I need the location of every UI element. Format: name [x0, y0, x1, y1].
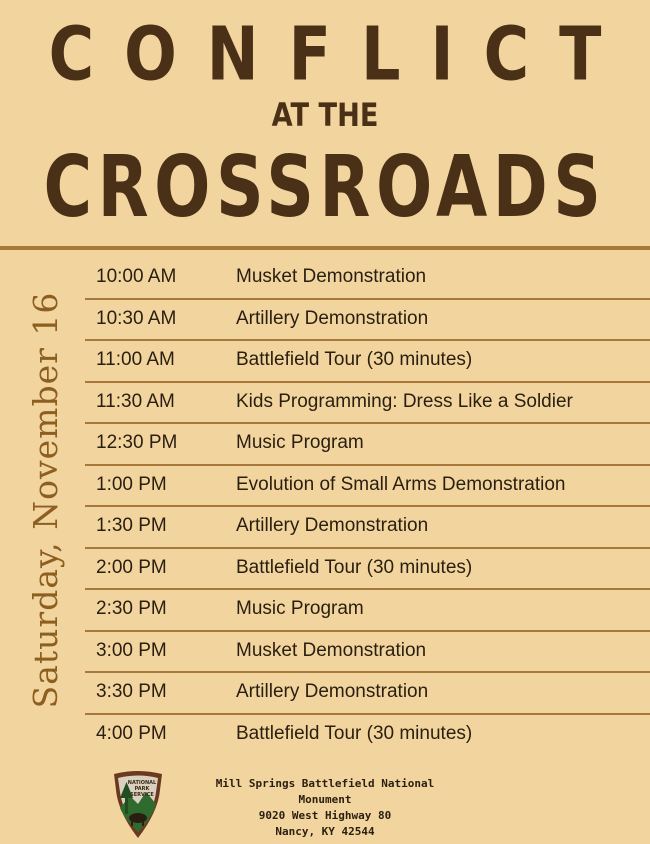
- schedule-time: 1:30 PM: [96, 515, 167, 536]
- title-divider: [0, 246, 650, 250]
- svg-text:SERVICE: SERVICE: [130, 792, 154, 798]
- schedule-time: 2:30 PM: [96, 598, 167, 619]
- schedule-time: 12:30 PM: [96, 432, 178, 453]
- schedule-row: [85, 383, 650, 425]
- schedule-time: 2:00 PM: [96, 556, 167, 578]
- schedule-row: [85, 507, 650, 549]
- schedule-event: Musket Demonstration: [236, 266, 427, 287]
- svg-text:PARK: PARK: [134, 786, 150, 792]
- schedule-event: Kids Programming: Dress Like a Soldier: [236, 390, 573, 412]
- schedule-row: [85, 341, 650, 383]
- schedule-event: Artillery Demonstration: [236, 515, 429, 536]
- schedule-row: [85, 673, 650, 715]
- schedule-event: Artillery Demonstration: [236, 681, 429, 702]
- poster-title: [0, 0, 650, 250]
- schedule-event: Battlefield Tour (30 minutes): [236, 556, 473, 578]
- schedule-row: [85, 632, 650, 674]
- schedule-row: [85, 715, 650, 757]
- nps-arrowhead-icon: [108, 768, 168, 840]
- schedule-event: Music Program: [236, 432, 364, 453]
- schedule-event: Music Program: [236, 598, 364, 619]
- schedule-event: Musket Demonstration: [236, 639, 427, 661]
- title-line-conflict: CONFLICT: [48, 10, 632, 98]
- schedule-time: 4:00 PM: [96, 722, 167, 744]
- schedule-time: 3:00 PM: [96, 639, 167, 661]
- event-date: Saturday, November 16: [26, 291, 65, 709]
- schedule-event: Battlefield Tour (30 minutes): [236, 349, 473, 370]
- schedule-time: 11:30 AM: [96, 390, 175, 412]
- schedule-event: Battlefield Tour (30 minutes): [236, 722, 473, 744]
- schedule-time: 3:30 PM: [96, 681, 167, 702]
- schedule-event: Evolution of Small Arms Demonstration: [236, 473, 566, 495]
- schedule-time: 10:30 AM: [96, 307, 177, 329]
- schedule-time: 1:00 PM: [96, 473, 167, 495]
- address-line: Mill Springs Battlefield National: [215, 777, 435, 790]
- schedule-row: [85, 590, 650, 632]
- schedule-row: [85, 466, 650, 508]
- schedule-list: [85, 258, 650, 756]
- title-line-at-the: AT THE: [271, 96, 379, 134]
- schedule-row: [85, 300, 650, 342]
- address-line: Nancy, KY 42544: [275, 825, 375, 838]
- title-line-crossroads: CROSSROADS: [43, 137, 607, 237]
- park-address: [190, 776, 460, 840]
- schedule-time: 10:00 AM: [96, 266, 177, 287]
- svg-text:NATIONAL: NATIONAL: [127, 780, 157, 786]
- schedule-row: [85, 424, 650, 466]
- address-line: Monument: [298, 793, 352, 806]
- schedule-event: Artillery Demonstration: [236, 307, 429, 329]
- address-line: 9020 West Highway 80: [258, 809, 392, 822]
- schedule-time: 11:00 AM: [96, 349, 175, 370]
- schedule-row: [85, 258, 650, 300]
- schedule-row: [85, 549, 650, 591]
